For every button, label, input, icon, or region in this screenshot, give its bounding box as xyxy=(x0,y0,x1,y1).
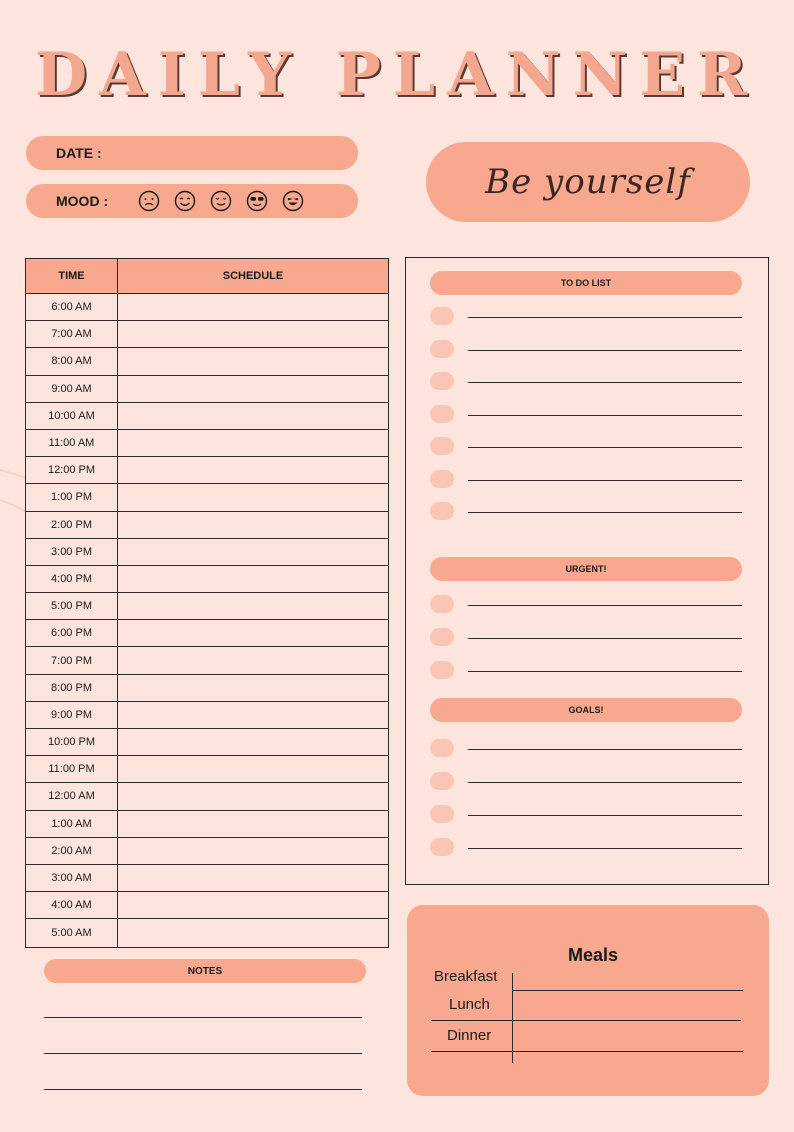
urgent-header: URGENT! xyxy=(430,557,742,581)
time-column-header: TIME xyxy=(26,259,118,293)
time-cell: 6:00 PM xyxy=(26,620,118,646)
goal-item-line[interactable] xyxy=(468,815,742,816)
schedule-cell[interactable] xyxy=(118,512,388,538)
schedule-row xyxy=(26,430,388,457)
schedule-cell[interactable] xyxy=(118,647,388,673)
schedule-row xyxy=(26,539,388,566)
note-line[interactable] xyxy=(44,1053,362,1054)
schedule-row xyxy=(26,484,388,511)
schedule-row xyxy=(26,675,388,702)
urgent-item-checkbox[interactable] xyxy=(430,595,454,613)
mood-options xyxy=(138,190,304,212)
todo-item-line[interactable] xyxy=(468,480,742,481)
schedule-cell[interactable] xyxy=(118,539,388,565)
cool-face-icon[interactable] xyxy=(246,190,268,212)
todo-item-checkbox[interactable] xyxy=(430,307,454,325)
schedule-cell[interactable] xyxy=(118,566,388,592)
time-cell: 3:00 AM xyxy=(26,865,118,891)
schedule-cell[interactable] xyxy=(118,838,388,864)
goal-item-checkbox[interactable] xyxy=(430,739,454,757)
time-cell: 10:00 AM xyxy=(26,403,118,429)
neutral-face-icon[interactable] xyxy=(138,190,160,212)
todo-item-line[interactable] xyxy=(468,317,742,318)
laugh-face-icon[interactable] xyxy=(282,190,304,212)
todo-item-checkbox[interactable] xyxy=(430,372,454,390)
todo-item-line[interactable] xyxy=(468,512,742,513)
todo-item-checkbox[interactable] xyxy=(430,405,454,423)
schedule-cell[interactable] xyxy=(118,702,388,728)
time-cell: 12:00 AM xyxy=(26,783,118,809)
schedule-cell[interactable] xyxy=(118,457,388,483)
schedule-cell[interactable] xyxy=(118,729,388,755)
meal-divider xyxy=(512,973,513,1063)
goal-item-line[interactable] xyxy=(468,848,742,849)
schedule-row xyxy=(26,756,388,783)
todo-item-line[interactable] xyxy=(468,350,742,351)
todo-item-line[interactable] xyxy=(468,382,742,383)
todo-item-checkbox[interactable] xyxy=(430,340,454,358)
time-cell: 2:00 AM xyxy=(26,838,118,864)
goal-item-line[interactable] xyxy=(468,782,742,783)
schedule-cell[interactable] xyxy=(118,756,388,782)
time-cell: 3:00 PM xyxy=(26,539,118,565)
schedule-cell[interactable] xyxy=(118,593,388,619)
schedule-cell[interactable] xyxy=(118,430,388,456)
time-cell: 4:00 AM xyxy=(26,892,118,918)
schedule-row xyxy=(26,892,388,919)
schedule-row xyxy=(26,702,388,729)
schedule-cell[interactable] xyxy=(118,783,388,809)
time-cell: 8:00 PM xyxy=(26,675,118,701)
meal-label-dinner: Dinner xyxy=(447,1027,492,1044)
schedule-row xyxy=(26,294,388,321)
time-cell: 6:00 AM xyxy=(26,294,118,320)
todo-item-checkbox[interactable] xyxy=(430,470,454,488)
mood-field[interactable] xyxy=(26,184,358,218)
schedule-row xyxy=(26,865,388,892)
schedule-row xyxy=(26,783,388,810)
content-face-icon[interactable] xyxy=(210,190,232,212)
goal-item-checkbox[interactable] xyxy=(430,838,454,856)
goals-header: GOALS! xyxy=(430,698,742,722)
schedule-row xyxy=(26,838,388,865)
schedule-cell[interactable] xyxy=(118,376,388,402)
time-cell: 10:00 PM xyxy=(26,729,118,755)
schedule-row xyxy=(26,620,388,647)
note-line[interactable] xyxy=(44,1017,362,1018)
schedule-cell[interactable] xyxy=(118,811,388,837)
time-cell: 7:00 PM xyxy=(26,647,118,673)
schedule-body xyxy=(26,294,388,947)
meal-line-lunch[interactable] xyxy=(431,1020,741,1021)
time-cell: 2:00 PM xyxy=(26,512,118,538)
meal-line-dinner[interactable] xyxy=(431,1051,743,1052)
time-cell: 12:00 PM xyxy=(26,457,118,483)
schedule-row xyxy=(26,647,388,674)
todo-panel xyxy=(405,257,769,885)
schedule-cell[interactable] xyxy=(118,620,388,646)
schedule-column-header: SCHEDULE xyxy=(222,270,284,282)
schedule-row xyxy=(26,729,388,756)
quote-text: Be yourself xyxy=(485,162,691,202)
time-cell: 8:00 AM xyxy=(26,348,118,374)
urgent-item-checkbox[interactable] xyxy=(430,661,454,679)
schedule-cell[interactable] xyxy=(118,919,388,946)
goal-item-line[interactable] xyxy=(468,749,742,750)
schedule-cell[interactable] xyxy=(118,321,388,347)
quote-badge xyxy=(426,142,750,222)
schedule-row xyxy=(26,811,388,838)
mood-label: MOOD : xyxy=(56,193,109,209)
time-cell: 11:00 AM xyxy=(26,430,118,456)
goal-item-checkbox[interactable] xyxy=(430,772,454,790)
schedule-cell[interactable] xyxy=(118,865,388,891)
todo-item-line[interactable] xyxy=(468,447,742,448)
time-cell: 4:00 PM xyxy=(26,566,118,592)
urgent-item-checkbox[interactable] xyxy=(430,628,454,646)
todo-list-header: TO DO LIST xyxy=(430,271,742,295)
todo-item-checkbox[interactable] xyxy=(430,502,454,520)
meals-panel xyxy=(407,905,769,1096)
time-cell: 11:00 PM xyxy=(26,756,118,782)
goal-item-checkbox[interactable] xyxy=(430,805,454,823)
page-title: DAILY PLANNER xyxy=(35,40,759,110)
schedule-cell[interactable] xyxy=(118,403,388,429)
schedule-row xyxy=(26,593,388,620)
schedule-row xyxy=(26,348,388,375)
time-cell: 5:00 PM xyxy=(26,593,118,619)
schedule-header-row xyxy=(26,259,388,294)
time-cell: 1:00 PM xyxy=(26,484,118,510)
schedule-row xyxy=(26,566,388,593)
smile-face-icon[interactable] xyxy=(174,190,196,212)
urgent-item-line[interactable] xyxy=(468,638,742,639)
urgent-item-line[interactable] xyxy=(468,605,742,606)
note-line[interactable] xyxy=(44,1089,362,1090)
meal-label-lunch: Lunch xyxy=(449,996,490,1013)
time-cell: 9:00 AM xyxy=(26,376,118,402)
schedule-cell[interactable] xyxy=(118,484,388,510)
meals-title: Meals xyxy=(567,945,619,965)
notes-header: NOTES xyxy=(44,959,366,983)
schedule-cell[interactable] xyxy=(118,675,388,701)
time-cell: 1:00 AM xyxy=(26,811,118,837)
schedule-row xyxy=(26,403,388,430)
time-cell: 5:00 AM xyxy=(26,919,118,946)
meal-line-breakfast[interactable] xyxy=(513,990,743,991)
schedule-row xyxy=(26,512,388,539)
schedule-row xyxy=(26,919,388,946)
schedule-table xyxy=(25,258,389,948)
schedule-cell[interactable] xyxy=(118,294,388,320)
date-field[interactable] xyxy=(26,136,358,170)
todo-item-line[interactable] xyxy=(468,415,742,416)
schedule-row xyxy=(26,457,388,484)
date-label: DATE : xyxy=(56,145,102,161)
schedule-cell[interactable] xyxy=(118,892,388,918)
schedule-row xyxy=(26,321,388,348)
meal-label-breakfast: Breakfast xyxy=(434,968,498,985)
time-cell: 9:00 PM xyxy=(26,702,118,728)
schedule-cell[interactable] xyxy=(118,348,388,374)
urgent-item-line[interactable] xyxy=(468,671,742,672)
schedule-row xyxy=(26,376,388,403)
time-cell: 7:00 AM xyxy=(26,321,118,347)
todo-item-checkbox[interactable] xyxy=(430,437,454,455)
